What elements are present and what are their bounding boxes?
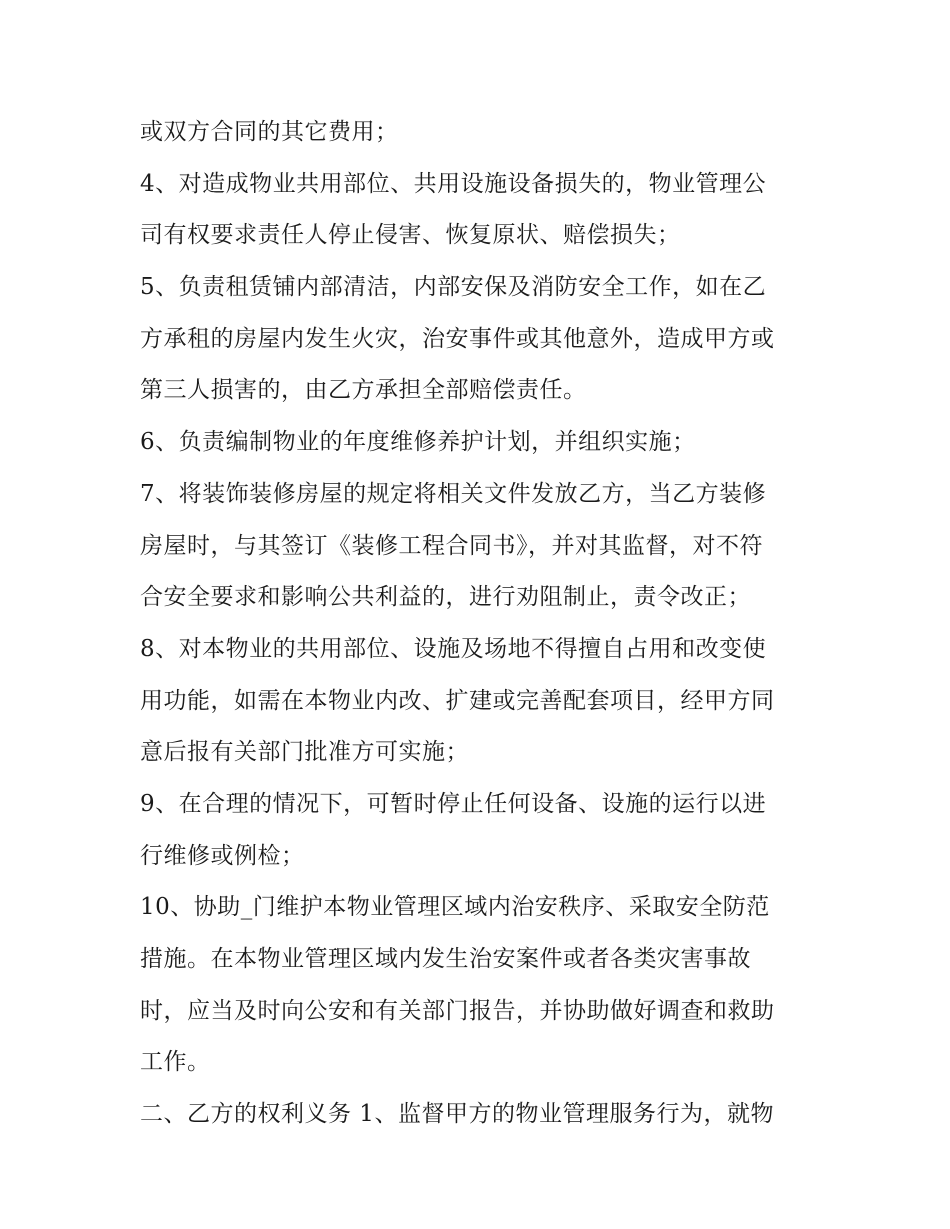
text-line: 10、协助_门维护本物业管理区域内治安秩序、采取安全防范 [140, 894, 770, 921]
text-line: 房屋时，与其签订《装修工程合同书》，并对其监督，对不符 [140, 532, 763, 559]
text-line: 措施。在本物业管理区域内发生治安案件或者各类灾害事故 [140, 946, 751, 972]
contract-body-text [140, 107, 820, 1141]
text-line: 方承租的房屋内发生火灾，治安事件或其他意外，造成甲方或 [140, 325, 775, 352]
text-line: 6、负责编制物业的年度维修养护计划，并组织实施； [140, 429, 696, 456]
text-line: 用功能，如需在本物业内改、扩建或完善配套项目，经甲方同 [140, 687, 775, 714]
text-line: 工作。 [140, 1049, 211, 1076]
text-line: 意后报有关部门批准方可实施； [140, 739, 469, 766]
text-line: 合安全要求和影响公共利益的，进行劝阻制止，责令改正； [140, 584, 751, 611]
text-line: 9、在合理的情况下，可暂时停止任何设备、设施的运行以进 [140, 790, 767, 817]
text-line: 行维修或例检； [140, 842, 305, 869]
text-line: 二、乙方的权利义务 1、监督甲方的物业管理服务行为，就物 [140, 1101, 774, 1128]
text-line: 第三人损害的，由乙方承担全部赔偿责任。 [140, 377, 587, 404]
text-line: 8、对本物业的共用部位、设施及场地不得擅自占用和改变使 [140, 635, 767, 662]
text-line: 时，应当及时向公安和有关部门报告，并协助做好调查和救助 [140, 997, 775, 1024]
text-line: 司有权要求责任人停止侵害、恢复原状、赔偿损失； [140, 222, 681, 249]
text-line: 4、对造成物业共用部位、共用设施设备损失的，物业管理公 [140, 170, 767, 197]
text-line: 或双方合同的其它费用； [140, 119, 399, 145]
text-line: 5、负责租赁铺内部清洁，内部安保及消防安全工作，如在乙 [140, 274, 767, 301]
text-line: 7、将装饰装修房屋的规定将相关文件发放乙方，当乙方装修 [140, 480, 767, 507]
